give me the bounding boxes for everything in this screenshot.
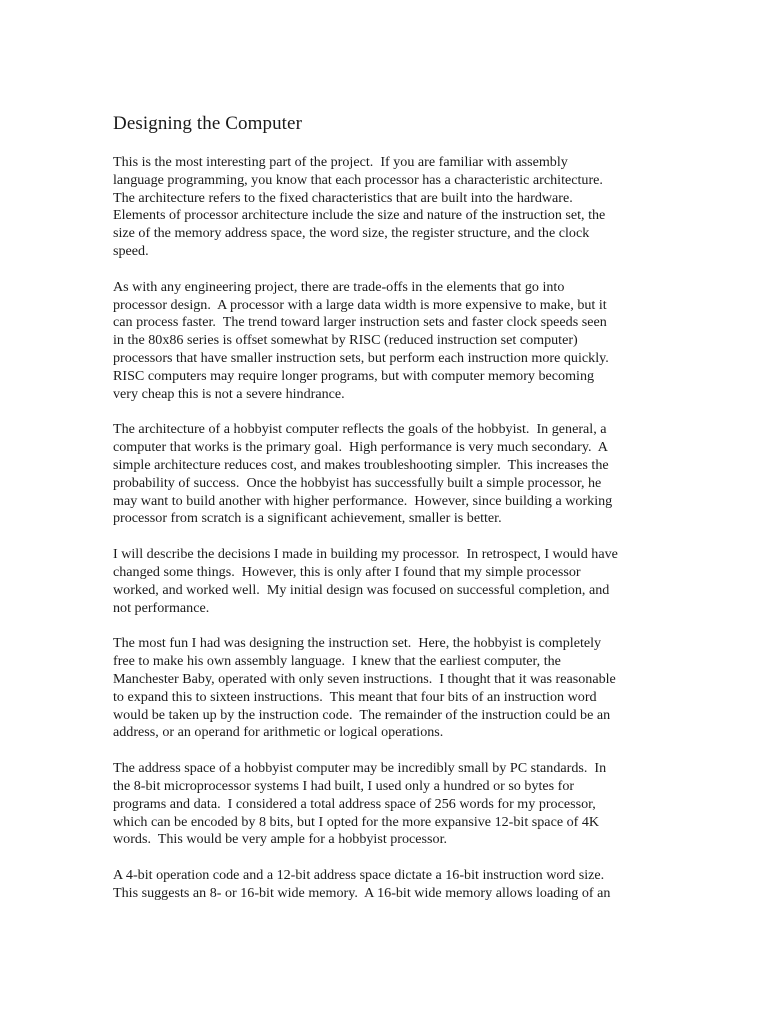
paragraph: [113, 279, 661, 404]
paragraph-line: can process faster. The trend toward larger instruction sets and faster clock speeds seen: [113, 314, 607, 331]
paragraph-line: language programming, you know that each processor has a characteristic architecture.: [113, 171, 603, 188]
paragraph-line: As with any engineering project, there are trade-offs in the elements that go into: [113, 278, 565, 295]
paragraph: [113, 867, 661, 903]
paragraph-line: which can be encoded by 8 bits, but I opted for the more expansive 12-bit space of 4K: [113, 813, 600, 830]
paragraph-line: very cheap this is not a severe hindrance.: [113, 385, 345, 402]
paragraph-line: computer that works is the primary goal. High performance is very much secondary. A: [113, 439, 608, 456]
document-content: [113, 112, 661, 921]
paragraph: [113, 546, 661, 617]
paragraph-line: changed some things. However, this is only after I found that my simple processor: [113, 563, 581, 580]
paragraph-line: speed.: [113, 242, 149, 259]
paragraph-line: Elements of processor architecture include the size and nature of the instruction set, the: [113, 207, 606, 224]
paragraph-line: would be taken up by the instruction code. The remainder of the instruction could be an: [113, 706, 611, 723]
paragraph-line: A 4-bit operation code and a 12-bit address space dictate a 16-bit instruction word size.: [113, 867, 605, 884]
paragraph-line: processor design. A processor with a large data width is more expensive to make, but it: [113, 296, 607, 313]
paragraph-line: The most fun I had was designing the instruction set. Here, the hobbyist is completely: [113, 635, 602, 652]
paragraph: [113, 421, 661, 528]
paragraph-line: I will describe the decisions I made in building my processor. In retrospect, I would have: [113, 546, 618, 563]
paragraph-line: This suggests an 8- or 16-bit wide memory. A 16-bit wide memory allows loading of an: [113, 884, 611, 901]
paragraph-line: Manchester Baby, operated with only seven instructions. I thought that it was reasonable: [113, 670, 616, 687]
paragraph-line: The architecture of a hobbyist computer reflects the goals of the hobbyist. In general, a: [113, 421, 607, 438]
page-title: Designing the Computer: [113, 113, 303, 134]
paragraph-list: [113, 154, 661, 903]
paragraph-line: the 8-bit microprocessor systems I had built, I used only a hundred or so bytes for: [113, 777, 575, 794]
paragraph-line: worked, and worked well. My initial design was focused on successful completion, and: [113, 581, 610, 598]
paragraph-line: simple architecture reduces cost, and makes troubleshooting simpler. This increases the: [113, 456, 609, 473]
paragraph-line: The address space of a hobbyist computer may be incredibly small by PC standards. In: [113, 760, 607, 777]
paragraph-line: in the 80x86 series is offset somewhat by RISC (reduced instruction set computer): [113, 332, 578, 349]
paragraph-line: size of the memory address space, the word size, the register structure, and the clock: [113, 225, 590, 242]
paragraph-line: address, or an operand for arithmetic or logical operations.: [113, 724, 444, 741]
paragraph-line: processor from scratch is a significant achievement, smaller is better.: [113, 510, 502, 527]
paragraph-line: processors that have smaller instruction sets, but perform each instruction more quickly.: [113, 349, 609, 366]
paragraph-line: to expand this to sixteen instructions. This meant that four bits of an instruction word: [113, 688, 597, 705]
paragraph-line: not performance.: [113, 599, 210, 616]
paragraph-line: The architecture refers to the fixed characteristics that are built into the hardware.: [113, 189, 573, 206]
paragraph-line: may want to build another with higher performance. However, since building a working: [113, 492, 613, 509]
paragraph-line: free to make his own assembly language. I knew that the earliest computer, the: [113, 653, 561, 670]
paragraph-line: RISC computers may require longer programs, but with computer memory becoming: [113, 367, 595, 384]
paragraph-line: probability of success. Once the hobbyist has successfully built a simple processor, he: [113, 474, 602, 491]
paragraph-line: words. This would be very ample for a hobbyist processor.: [113, 831, 448, 848]
paragraph: [113, 154, 661, 261]
paragraph: [113, 635, 661, 742]
paragraph-line: This is the most interesting part of the project. If you are familiar with assembly: [113, 154, 568, 170]
paragraph: [113, 760, 661, 849]
paragraph-line: programs and data. I considered a total address space of 256 words for my processor,: [113, 795, 596, 812]
